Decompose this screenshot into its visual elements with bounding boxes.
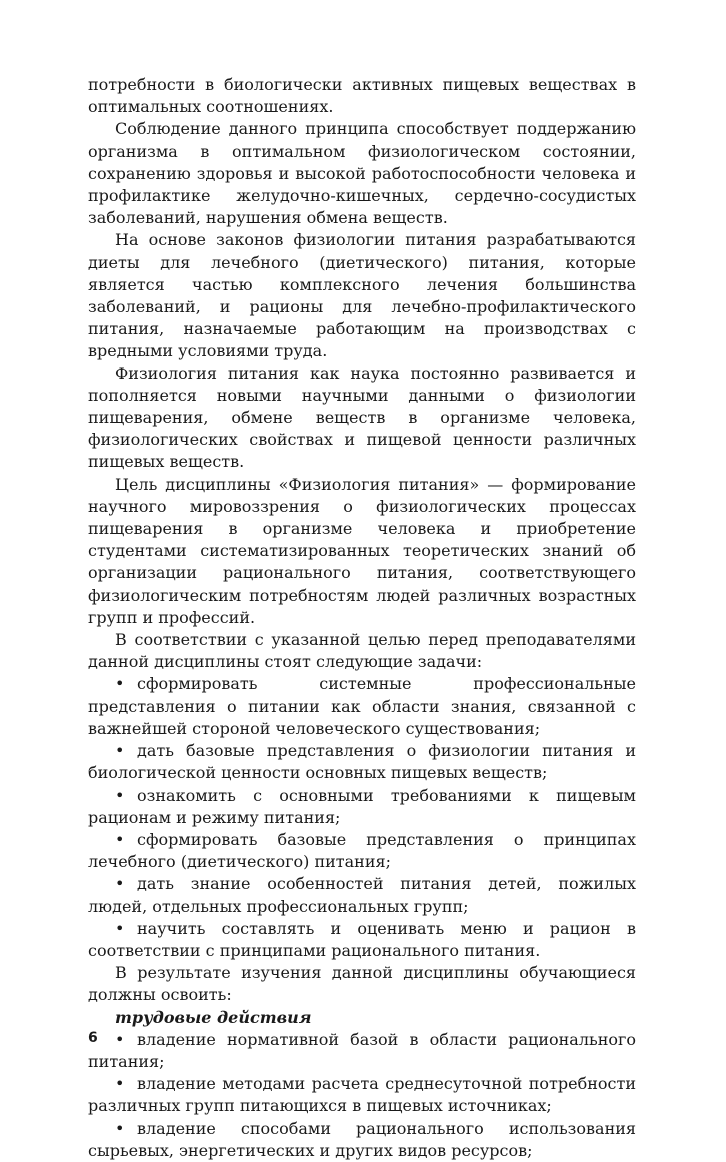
paragraph-science: Физиология питания как наука постоянно развивается и пополняется новыми научными данными о физиологии пищеварения, обмене веществ в организме человека, физиологических свойствах и пищевой ценности различных пищевых веществ.: [88, 363, 636, 472]
list-item-task-3: • ознакомить с основными требованиями к пищевым рационам и режиму питания;: [88, 785, 636, 829]
subheading-labor-actions: трудовые действия: [115, 1007, 312, 1027]
paragraph-diets: На основе законов физиологии питания разрабатываются диеты для лечебного (диетического) питания, которые является частью комплексного лечения большинства заболеваний, и рационы для лечебно-профилактического питания, назначаемые работающим на производствах с вредными условиями труда.: [88, 230, 636, 361]
paragraph-continuation: потребности в биологически активных пищевых веществах в оптимальных соотношениях.: [88, 75, 636, 117]
list-item-task-4: • сформировать базовые представления о принципах лечебного (диетического) питания;: [88, 829, 636, 873]
list-item-action-2: • владение методами расчета среднесуточной потребности различных групп питающихся в пищевых источниках;: [88, 1073, 636, 1117]
list-item-action-3: • владение способами рационального использования сырьевых, энергетических и других видов ресурсов;: [88, 1118, 636, 1162]
list-item-action-1: • владение нормативной базой в области рационального питания;: [88, 1029, 636, 1073]
page-body: [88, 74, 636, 1162]
paragraph-results-intro: В результате изучения данной дисциплины обучающиеся должны освоить:: [88, 963, 636, 1005]
paragraph-tasks-intro: В соответствии с указанной целью перед преподавателями данной дисциплины стоят следующие задачи:: [88, 630, 636, 672]
list-item-task-6: • научить составлять и оценивать меню и рацион в соответствии с принципами рационального питания.: [88, 918, 636, 962]
paragraph-principle: Соблюдение данного принципа способствует поддержанию организма в оптимальном физиологическом состоянии, сохранению здоровья и высокой работоспособности человека и профилактике желудочно-кишечных, сердечно-сосудистых заболеваний, нарушения обмена веществ.: [88, 119, 636, 228]
paragraph-goal: Цель дисциплины «Физиология питания» — формирование научного мировоззрения о физиологических процессах пищеварения в организме человека и приобретение студентами систематизированных теоретических знаний об организации рационального питания, соответствующего физиологическим потребностям людей различных возрастных групп и профессий.: [88, 474, 636, 627]
list-item-task-2: • дать базовые представления о физиологии питания и биологической ценности основных пищевых веществ;: [88, 740, 636, 784]
list-item-task-5: • дать знание особенностей питания детей, пожилых людей, отдельных профессиональных групп;: [88, 873, 636, 917]
page-number: 6: [88, 1030, 98, 1046]
list-item-task-1: • сформировать системные профессиональные представления о питании как области знания, связанной с важнейшей стороной человеческого существования;: [88, 673, 636, 740]
